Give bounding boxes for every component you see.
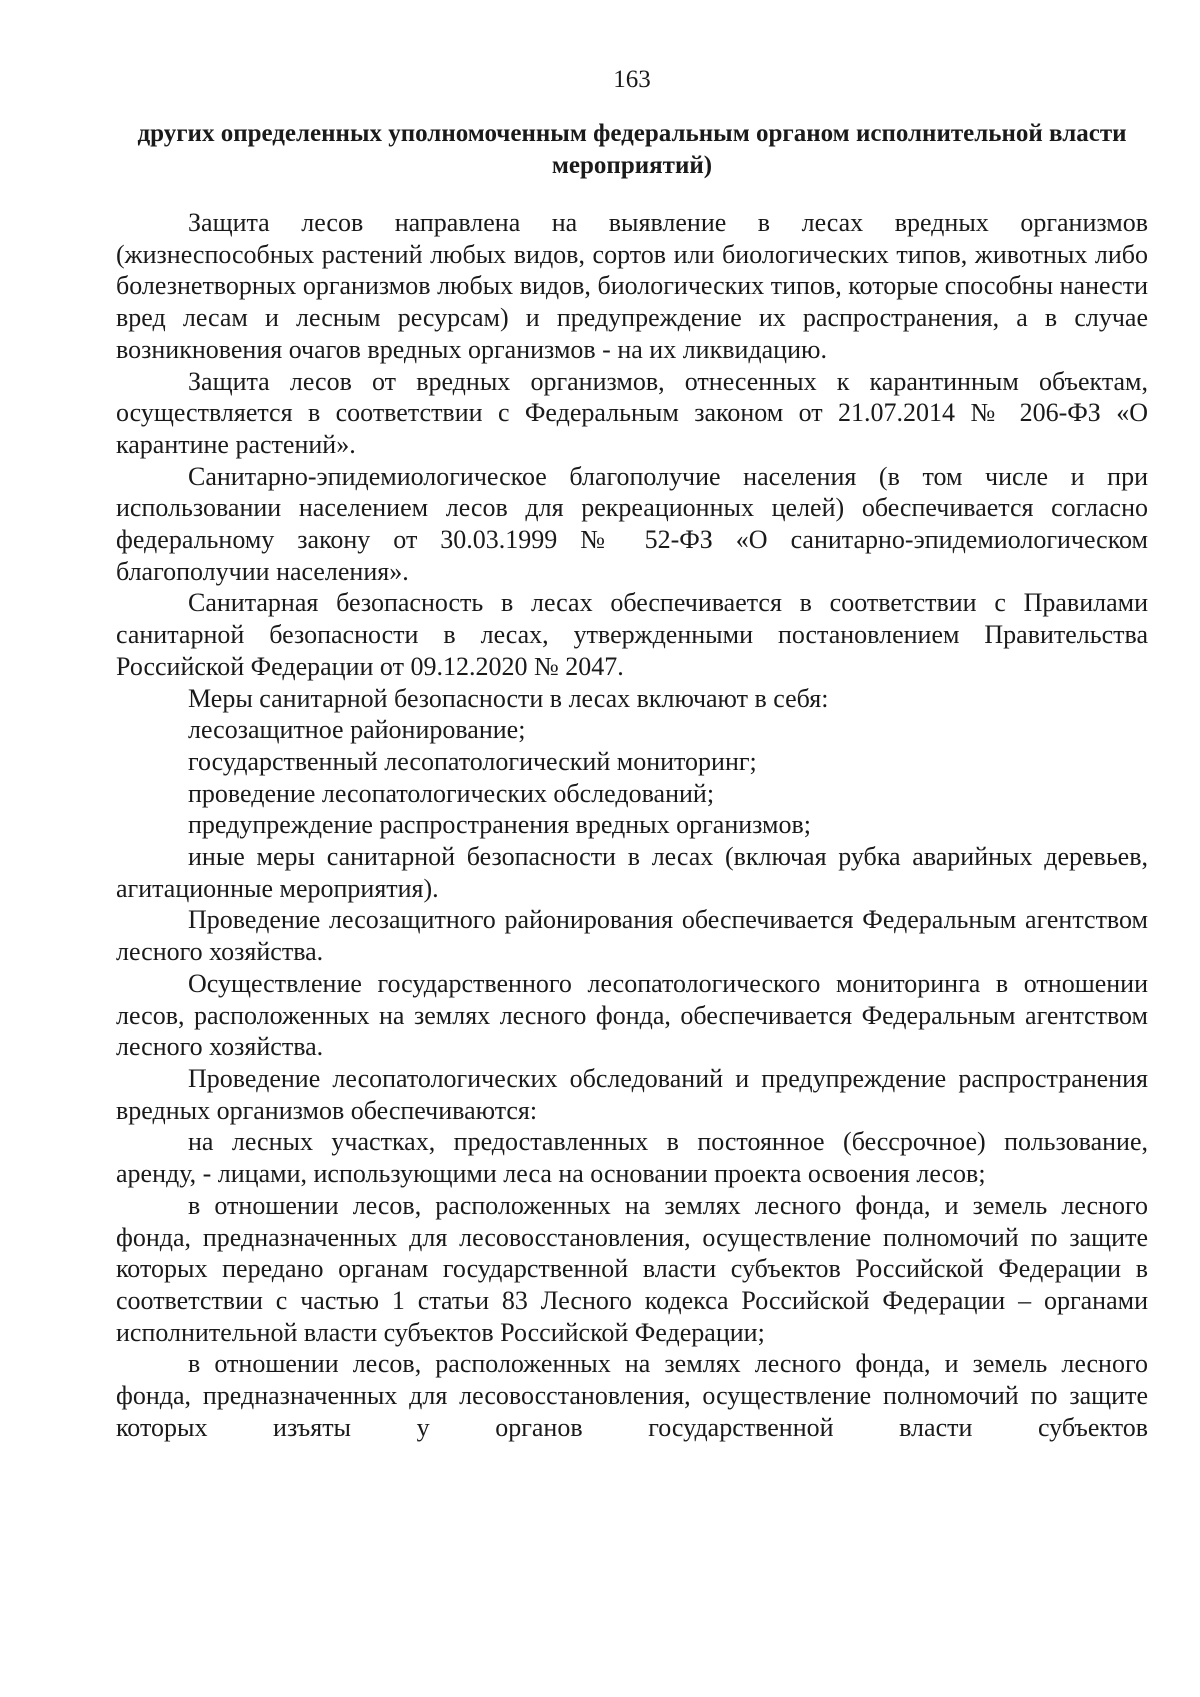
paragraph: Санитарно-эпидемиологическое благополучие населения (в том числе и при использовании населением лесов для рекреационных целей) обеспечивается согласно федеральному закону от 30.03.1999 № 52-ФЗ «О санитарно-эпидемиологическом благополучии населения». xyxy=(116,461,1148,586)
paragraph: Санитарная безопасность в лесах обеспечивается в соответствии с Правилами санитарной безопасности в лесах, утвержденными постановлением Правительства Российской Федерации от 09.12.2020 № 2047. xyxy=(116,588,1148,681)
paragraph: в отношении лесов, расположенных на землях лесного фонда, и земель лесного фонда, предназначенных для лесовосстановления, осуществление полномочий по защите которых изъяты у органов государственной власти субъектов xyxy=(116,1349,1148,1442)
list-item: иные меры санитарной безопасности в лесах (включая рубка аварийных деревьев, агитационные мероприятия). xyxy=(116,842,1148,903)
list-item: лесозащитное районирование; xyxy=(188,715,526,745)
document-page xyxy=(116,64,1148,1443)
document-body xyxy=(116,207,1148,1443)
paragraph: Защита лесов от вредных организмов, отнесенных к карантинным объектам, осуществляется в соответствии с Федеральным законом от 21.07.2014 № 206-ФЗ «О карантине растений». xyxy=(116,366,1148,459)
paragraph: на лесных участках, предоставленных в постоянное (бессрочное) пользование, аренду, - лицами, использующими леса на основании проекта освоения лесов; xyxy=(116,1127,1148,1189)
paragraph: Проведение лесозащитного районирования обеспечивается Федеральным агентством лесного хозяйства. xyxy=(116,905,1148,967)
paragraph: Защита лесов направлена на выявление в лесах вредных организмов (жизнеспособных растений любых видов, сортов или биологических типов, животных либо болезнетворных организмов любых видов, биологических типов, которые способны нанести вред лесам и лесным ресурсам) и предупреждение их распространения, а в случае возникновения очагов вредных организмов - на их ликвидацию. xyxy=(116,208,1148,364)
list-item: предупреждение распространения вредных организмов; xyxy=(188,810,812,840)
paragraph: Осуществление государственного лесопатологического мониторинга в отношении лесов, расположенных на землях лесного фонда, обеспечивается Федеральным агентством лесного хозяйства. xyxy=(116,968,1148,1062)
paragraph: Проведение лесопатологических обследований и предупреждение распространения вредных организмов обеспечиваются: xyxy=(116,1063,1148,1125)
list-item: государственный лесопатологический мониторинг; xyxy=(188,746,757,776)
paragraph: в отношении лесов, расположенных на землях лесного фонда, и земель лесного фонда, предназначенных для лесовосстановления, осуществление полномочий по защите которых передано органам государственной власти субъектов Российской Федерации в соответствии с частью 1 статьи 83 Лесного кодекса Российской Федерации – органами исполнительной власти субъектов Российской Федерации; xyxy=(116,1190,1148,1347)
page-number: 163 xyxy=(613,66,651,93)
list-item: проведение лесопатологических обследований; xyxy=(188,778,715,808)
paragraph: Меры санитарной безопасности в лесах включают в себя: xyxy=(188,683,829,713)
section-heading: других определенных уполномоченным федеральным органом исполнительной власти мероприятий) xyxy=(137,120,1127,179)
